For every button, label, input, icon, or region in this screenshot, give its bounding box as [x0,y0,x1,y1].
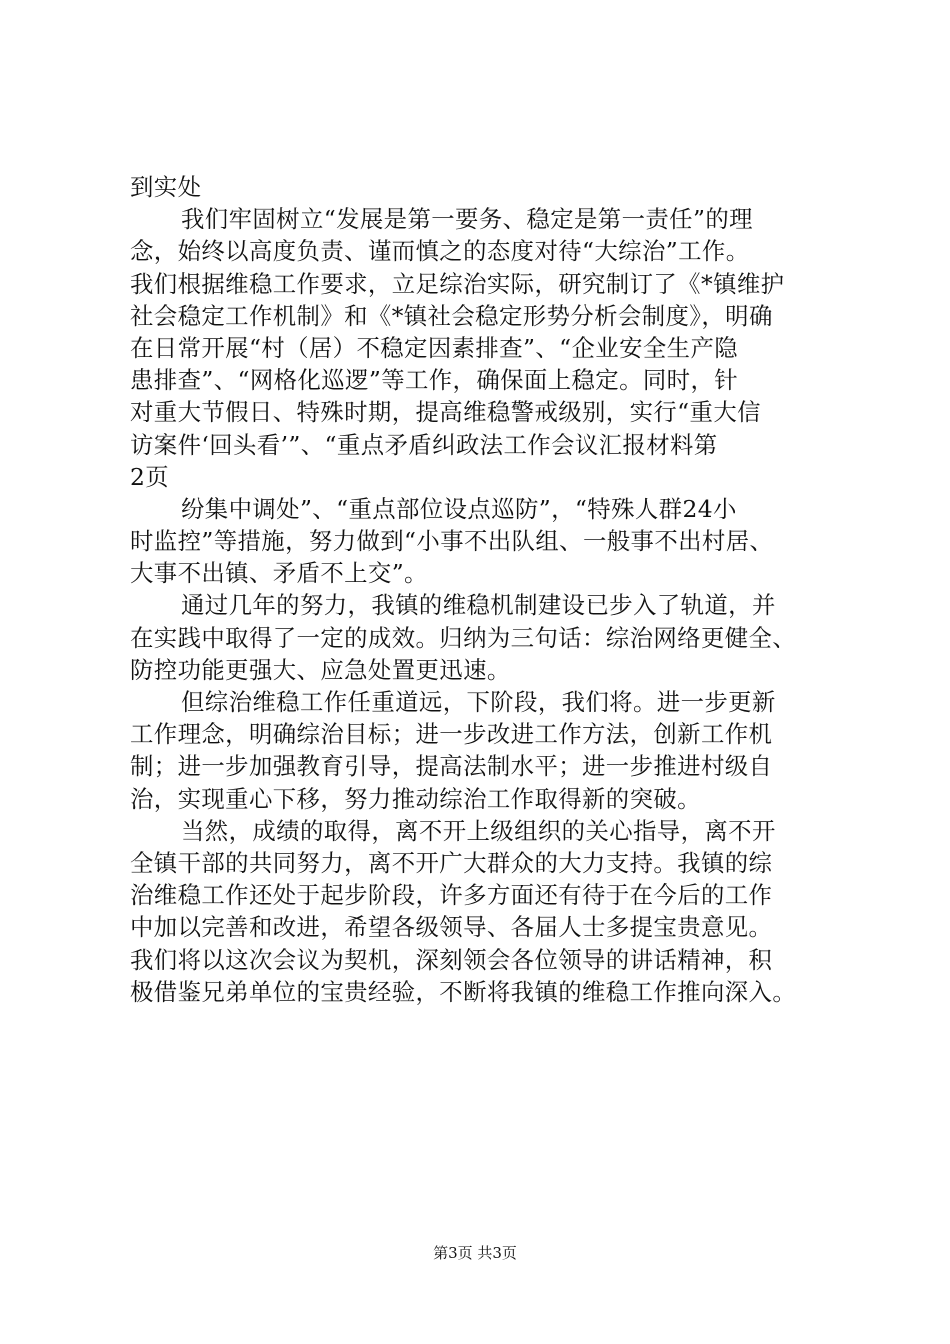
text-line: 极借鉴兄弟单位的宝贵经验，不断将我镇的维稳工作推向深入。 [130,977,797,1006]
text-line: 治维稳工作还处于起步阶段，许多方面还有待于在今后的工作 [130,881,773,910]
text-line: 念，始终以高度负责、谨而慎之的态度对待“大综治”工作。 [130,237,750,266]
text-line: 治，实现重心下移，努力推动综治工作取得新的突破。 [130,784,701,813]
text-line: 我们将以这次会议为契机，深刻领会各位领导的讲话精神，积 [130,945,773,974]
text-line: 我们牢固树立“发展是第一要务、稳定是第一责任”的理 [181,205,753,234]
text-line: 当然，成绩的取得，离不开上级组织的关心指导，离不开 [181,816,776,845]
text-line: 通过几年的努力，我镇的维稳机制建设已步入了轨道，并 [181,591,776,620]
text-line: 全镇干部的共同努力，离不开广大群众的大力支持。我镇的综 [130,848,773,877]
text-line: 中加以完善和改进，希望各级领导、各届人士多提宝贵意见。 [130,913,773,942]
text-line: 患排查”、“网格化巡逻”等工作，确保面上稳定。同时，针 [130,366,739,395]
text-line: 在日常开展“村（居）不稳定因素排查”、“企业安全生产隐 [130,333,739,362]
text-line: 但综治维稳工作任重道远，下阶段，我们将。进一步更新 [181,688,776,716]
text-line: 时监控”等措施，努力做到“小事不出队组、一般事不出村居、 [130,527,774,556]
text-line: 防控功能更强大、应急处置更迅速。 [130,655,511,684]
text-line: 在实践中取得了一定的成效。归纳为三句话：综治网络更健全、 [130,623,797,652]
text-line: 到实处 [130,173,202,201]
text-line: 大事不出镇、矛盾不上交”。 [130,559,428,588]
text-line: 制；进一步加强教育引导，提高法制水平；进一步推进村级自 [130,752,773,781]
document-body [130,171,830,1008]
text-line: 对重大节假日、特殊时期，提高维稳警戒级别，实行“重大信 [130,398,761,427]
text-line: 我们根据维稳工作要求，立足综治实际，研究制订了《*镇维护 [130,269,785,298]
page-footer: 第3页 共3页 [433,1244,517,1262]
text-line: 社会稳定工作机制》和《*镇社会稳定形势分析会制度》，明确 [130,301,773,330]
text-line: 纷集中调处”、“重点部位设点巡防”，“特殊人群24小 [181,494,737,523]
text-line: 2页 [130,462,170,491]
text-line: 访案件‘回头看’”、“重点矛盾纠政法工作会议汇报材料第 [130,430,718,459]
text-line: 工作理念，明确综治目标；进一步改进工作方法，创新工作机 [130,720,773,749]
